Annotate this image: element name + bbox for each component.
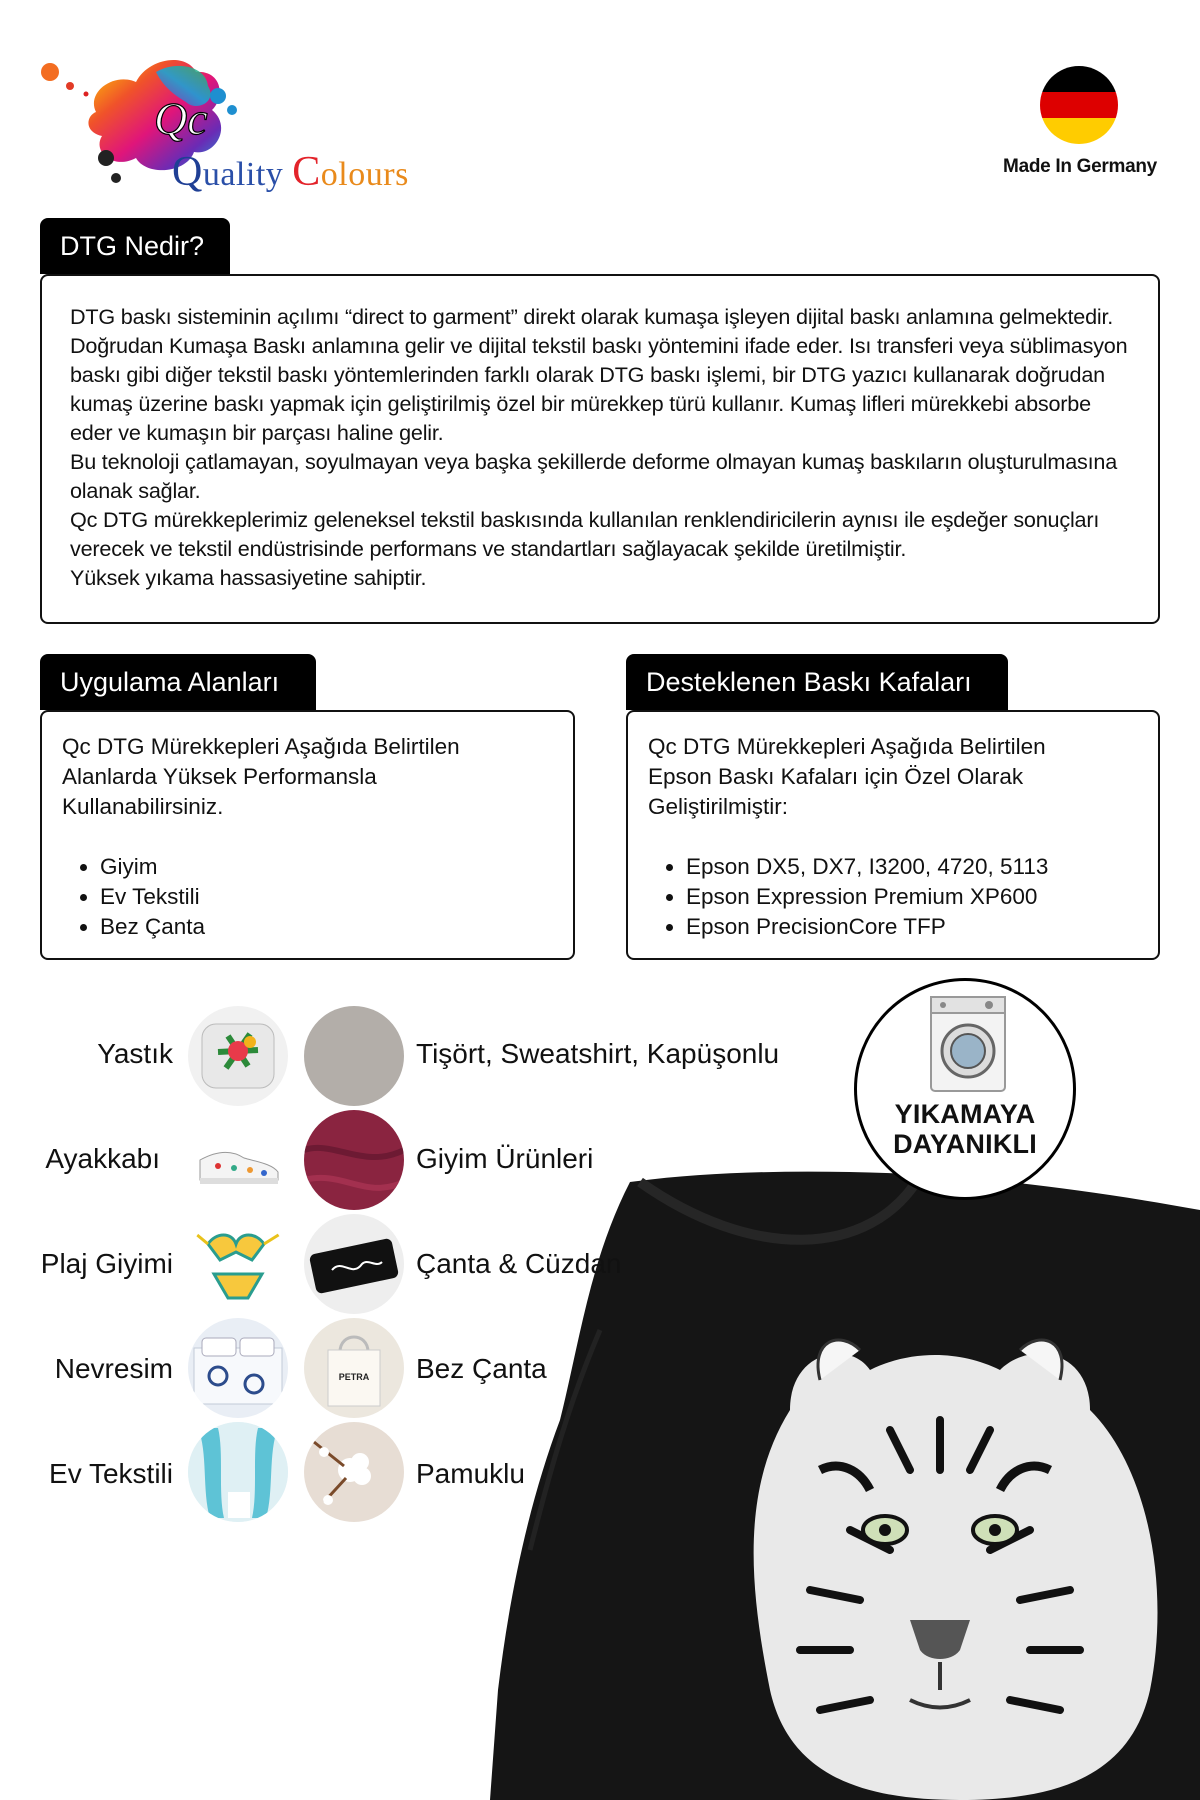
usage-label-right: Çanta & Cüzdan [416,1248,622,1279]
bedding-icon [188,1318,288,1418]
applications-intro: Qc DTG Mürekkepleri Aşağıda Belirtilen Alanlarda Yüksek Performansla Kullanabilirsiniz. [62,734,460,819]
applications-box [40,710,575,960]
tshirt-fabric-icon [304,1006,404,1106]
list-item: • Ev Tekstili [100,882,553,912]
logo-wordmark [172,148,409,196]
germany-flag-icon [1040,66,1118,144]
print-heads-heading: Desteklenen Baskı Kafaları [626,654,1008,710]
wash-badge-text [857,1099,1073,1159]
usage-label-right: Pamuklu [416,1458,525,1489]
curtain-icon [188,1422,288,1522]
dtg-description-box [40,274,1160,624]
dtg-paragraph-2: Bu teknoloji çatlamayan, soyulmayan veya başka şekillerde deforme olmayan kumaş baskıların oluşturulmasına olanak sağlar. [70,449,1118,503]
usage-label-right: Bez Çanta [416,1353,547,1384]
logo-letter-c: C [292,149,321,195]
usage-label-right: Tişört, Sweatshirt, Kapüşonlu [416,1038,780,1069]
tote-bag-icon [304,1318,404,1418]
logo-initials: Qc [154,93,208,144]
usage-label-left: Ev Tekstili [49,1458,173,1489]
usage-label-left: Yastık [97,1038,173,1069]
bag-brand-text: PETRA [338,1372,370,1382]
usage-label-left: Ayakkabı [45,1143,160,1174]
list-item: • Bez Çanta [100,912,553,942]
usage-label-left: Nevresim [54,1353,173,1384]
wash-resistant-badge [854,978,1076,1200]
logo-letter-q: Q [172,149,203,195]
wash-badge-line-1: YIKAMAYA [894,1099,1036,1129]
apparel-fabric-icon [304,1110,404,1210]
wash-badge-line-2: DAYANIKLI [893,1129,1037,1159]
bikini-icon [188,1214,288,1314]
dtg-paragraph-1: DTG baskı sisteminin açılımı “direct to garment” direkt olarak kumaşa işleyen dijital baskı anlamına gelmektedir. Doğrudan Kumaşa Baskı anlamına gelir ve dijital tekstil baskı yöntemini ifade eder. Isı transferi veya süblimasyon baskı gibi diğer tekstil baskı yöntemlerinden farklı olarak DTG baskı işlemi, bir DTG yazıcı kullanarak doğrudan kumaş üzerine baskı yapmak için geliştirilmiş özel bir mürekkep türü kullanır. Kumaş lifleri mürekkebi absorbe eder ve kumaşın bir parçası haline gelir. [70,304,1128,445]
made-in-germany-label: Made In Germany [1003,156,1157,177]
print-heads-list [686,852,1138,942]
logo-word-olours: olours [320,156,409,193]
dtg-heading: DTG Nedir? [40,218,230,274]
print-heads-intro: Qc DTG Mürekkepleri Aşağıda Belirtilen Epson Baskı Kafaları için Özel Olarak Geliştirilmiştir: [648,734,1046,819]
list-item: • Giyim [100,852,553,882]
pillow-icon [188,1006,288,1106]
washing-machine-icon [925,995,1011,1095]
cotton-icon [304,1422,404,1522]
sneaker-icon [188,1110,288,1210]
print-heads-box [626,710,1160,960]
brand-logo [36,52,409,202]
list-item: • Epson DX5, DX7, I3200, 4720, 5113 [686,852,1138,882]
list-item: • Epson PrecisionCore TFP [686,912,1138,942]
dtg-paragraph-3: Qc DTG mürekkeplerimiz geleneksel tekstil baskısında kullanılan renklendiricilerin aynısı ile eşdeğer sonuçları verecek ve tekstil endüstrisinde performans ve standartları sağlayacak şekilde üretilmiştir. [70,507,1100,561]
applications-heading: Uygulama Alanları [40,654,316,710]
dtg-paragraph-4: Yüksek yıkama hassasiyetine sahiptir. [70,565,427,590]
usage-label-right: Giyim Ürünleri [416,1143,594,1174]
logo-word-uality: uality [202,156,293,193]
applications-list [100,852,553,942]
list-item: • Epson Expression Premium XP600 [686,882,1138,912]
usage-label-left: Plaj Giyimi [40,1248,173,1279]
wallet-icon [304,1214,404,1314]
